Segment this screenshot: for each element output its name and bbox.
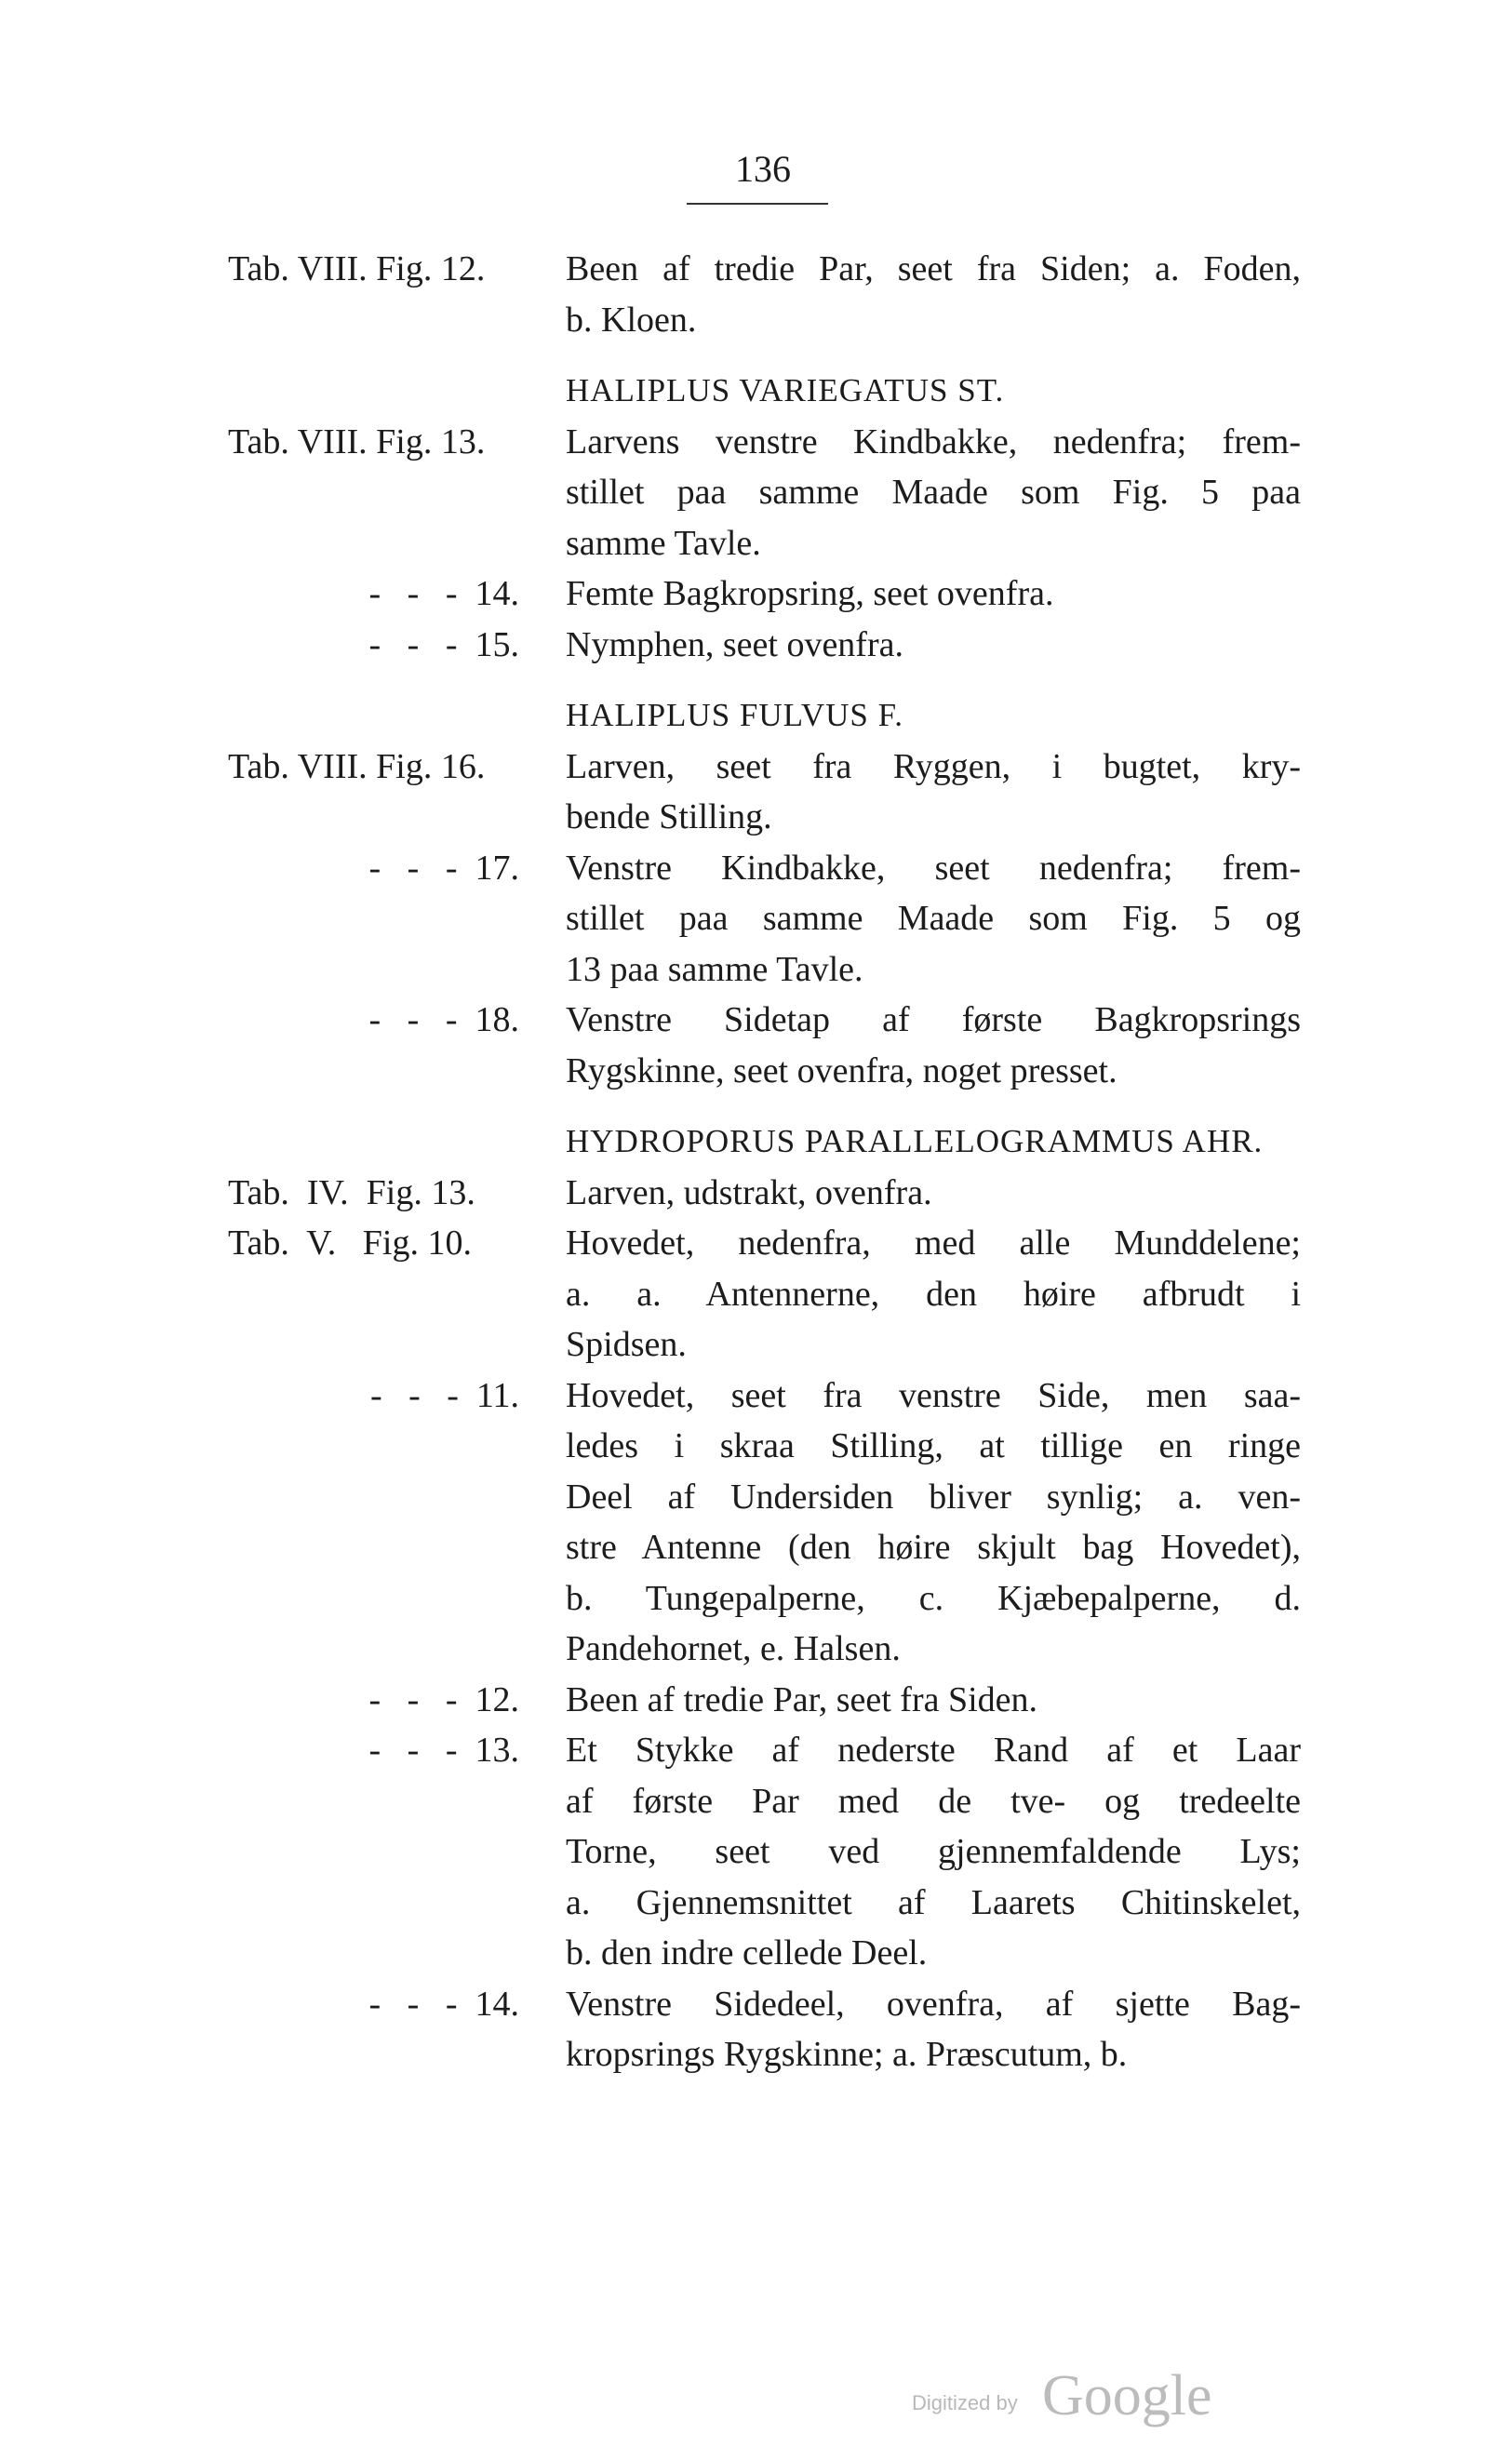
figure-description (566, 742, 1301, 843)
figure-reference: Tab. IV. Fig. 13. (228, 1172, 475, 1212)
figure-reference: Tab. VIII. Fig. 16. (228, 746, 486, 786)
description-line: Rygskinne, seet ovenfra, noget presset. (566, 1050, 1117, 1090)
description-line: ledes i skraa Stilling, at tillige en ringe (566, 1426, 1301, 1465)
digitized-by-label: Digitized by (912, 2391, 1018, 2414)
figure-entry (0, 843, 1512, 996)
figure-description (566, 843, 1301, 996)
section-gap (0, 670, 1512, 690)
figure-description (566, 1979, 1301, 2080)
description-line: Femte Bagkropsring, seet ovenfra. (566, 574, 1054, 613)
description-line: samme Tavle. (566, 523, 761, 563)
description-line: Larven, seet fra Ryggen, i bugtet, kry- (566, 746, 1301, 786)
description-line: Venstre Sidetap af første Bagkropsrings (566, 1000, 1301, 1039)
species-heading-row (0, 1117, 1512, 1168)
figure-reference: - - - 12. (368, 1679, 519, 1719)
figure-entry (0, 1371, 1512, 1675)
figure-reference: - - - 15. (368, 624, 519, 664)
species-heading: HALIPLUS VARIEGATUS ST. (566, 372, 1005, 408)
description-line: 13 paa samme Tavle. (566, 949, 863, 989)
figure-description (566, 995, 1301, 1096)
figure-entry (0, 417, 1512, 569)
description-line: Et Stykke af nederste Rand af et Laar (566, 1731, 1301, 1770)
description-line: Venstre Sidedeel, ovenfra, af sjette Bag- (566, 1984, 1301, 2024)
description-line: Been af tredie Par, seet fra Siden. (566, 1679, 1038, 1719)
figure-entry (0, 1168, 1512, 1219)
description-line: Torne, seet ved gjennemfaldende Lys; (566, 1832, 1301, 1871)
description-line: Deel af Undersiden bliver synlig; a. ven- (566, 1477, 1301, 1517)
page-number-rule (687, 203, 828, 205)
description-line: b. Tungepalperne, c. Kjæbepalperne, d. (566, 1578, 1301, 1618)
figure-legend-list (0, 244, 1512, 2080)
figure-description (566, 568, 1301, 620)
species-heading-row (0, 690, 1512, 742)
figure-entry (0, 742, 1512, 843)
section-gap (0, 1096, 1512, 1117)
figure-reference: Tab. VIII. Fig. 12. (228, 249, 486, 288)
figure-entry (0, 995, 1512, 1096)
description-line: Larven, udstrakt, ovenfra. (566, 1172, 932, 1212)
description-line: Hovedet, nedenfra, med alle Munddelene; (566, 1224, 1301, 1263)
description-line: a. a. Antennerne, den høire afbrudt i (566, 1274, 1301, 1314)
figure-description (566, 620, 1301, 671)
figure-reference: Tab. V. Fig. 10. (228, 1224, 472, 1263)
figure-entry (0, 1218, 1512, 1371)
figure-description (566, 1168, 1301, 1219)
figure-description (566, 244, 1301, 345)
description-line: Been af tredie Par, seet fra Siden; a. Foden, (566, 249, 1301, 288)
species-heading-row (0, 366, 1512, 417)
figure-entry (0, 620, 1512, 671)
figure-entry (0, 1725, 1512, 1979)
page-number: 136 (735, 148, 791, 190)
figure-description (566, 1675, 1301, 1726)
figure-reference: - - - 11. (369, 1375, 519, 1415)
species-heading: HYDROPORUS PARALLELOGRAMMUS AHR. (566, 1123, 1264, 1159)
description-line: stillet paa samme Maade som Fig. 5 og (566, 899, 1301, 938)
description-line: Hovedet, seet fra venstre Side, men saa- (566, 1375, 1301, 1415)
description-line: Venstre Kindbakke, seet nedenfra; frem- (566, 848, 1301, 888)
figure-entry (0, 1979, 1512, 2080)
description-line: b. Kloen. (566, 300, 697, 340)
description-line: a. Gjennemsnittet af Laarets Chitinskelet, (566, 1882, 1301, 1922)
digitization-watermark (912, 2363, 1247, 2447)
description-line: b. den indre cellede Deel. (566, 1933, 928, 1972)
figure-reference: - - - 14. (368, 574, 519, 613)
section-gap (0, 345, 1512, 366)
figure-entry (0, 568, 1512, 620)
description-line: Larvens venstre Kindbakke, nedenfra; frem- (566, 421, 1301, 461)
description-line: kropsrings Rygskinne; a. Præscutum, b. (566, 2035, 1128, 2074)
figure-reference: - - - 13. (368, 1731, 519, 1770)
figure-description (566, 1725, 1301, 1979)
figure-description (566, 1371, 1301, 1675)
description-line: af første Par med de tve- og tredeelte (566, 1781, 1301, 1821)
figure-reference: Tab. VIII. Fig. 13. (228, 421, 486, 461)
description-line: bende Stilling. (566, 797, 772, 836)
figure-entry (0, 1675, 1512, 1726)
figure-entry (0, 244, 1512, 345)
description-line: stre Antenne (den høire skjult bag Hovedet), (566, 1528, 1301, 1567)
figure-reference: - - - 17. (368, 848, 519, 888)
figure-description (566, 417, 1301, 569)
description-line: stillet paa samme Maade som Fig. 5 paa (566, 473, 1301, 512)
google-logo: Google (1042, 2364, 1212, 2427)
figure-description (566, 1218, 1301, 1371)
description-line: Nymphen, seet ovenfra. (566, 624, 903, 664)
figure-reference: - - - 14. (368, 1984, 519, 2024)
description-line: Pandehornet, e. Halsen. (566, 1629, 901, 1668)
description-line: Spidsen. (566, 1325, 687, 1364)
figure-reference: - - - 18. (368, 1000, 519, 1039)
species-heading: HALIPLUS FULVUS F. (566, 697, 904, 733)
